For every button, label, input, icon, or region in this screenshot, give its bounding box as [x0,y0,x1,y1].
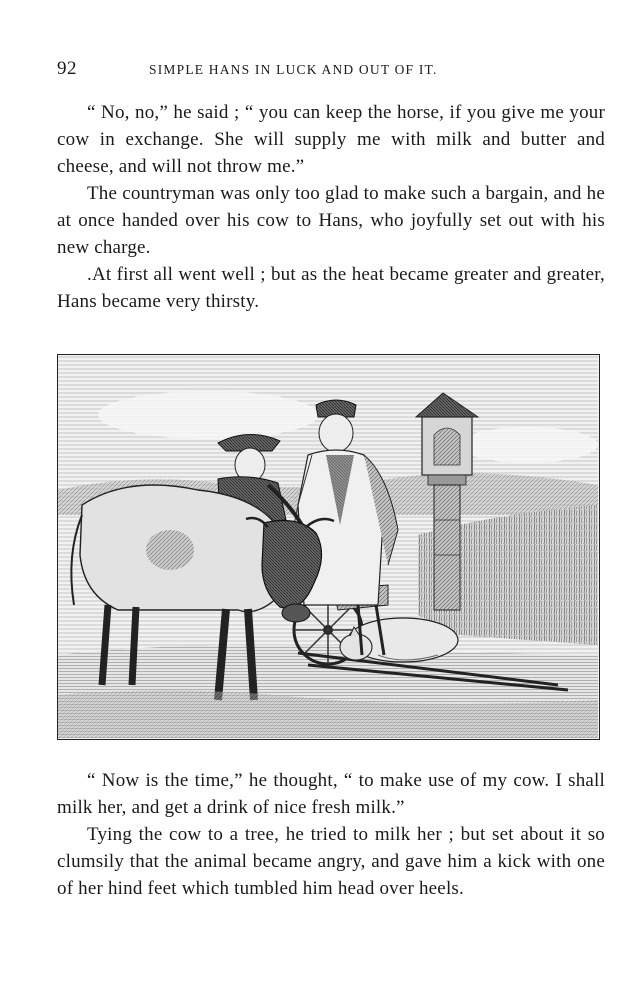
paragraph: Tying the cow to a tree, he tried to milk her ; but set about it so clumsily that the animal became angry, and gave him a kick with one of her hind feet which tumbled him head over heels. [57,824,605,899]
paragraph: The countryman was only too glad to make such a bargain, and he at once handed over his cow to Hans, who joyfully set out with his new charge. [57,183,605,258]
text-block-bottom [57,767,605,902]
paragraph: “ No, no,” he said ; “ you can keep the horse, if you give me your cow in exchange. She will supply me with milk and butter and cheese, and will not throw me.” [57,102,605,177]
text-block-top [57,99,605,315]
running-head: SIMPLE HANS IN LUCK AND OUT OF IT. [149,62,438,77]
engraving-illustration [57,354,600,740]
page-header [57,58,602,84]
page-number: 92 [57,58,77,79]
paragraph: .At first all went well ; but as the heat became greater and greater, Hans became very thirsty. [57,264,605,312]
paragraph: “ Now is the time,” he thought, “ to make use of my cow. I shall milk her, and get a drink of nice fresh milk.” [57,770,605,818]
engraving-hans-cow-butcher-pig-shrine-icon [58,355,598,738]
